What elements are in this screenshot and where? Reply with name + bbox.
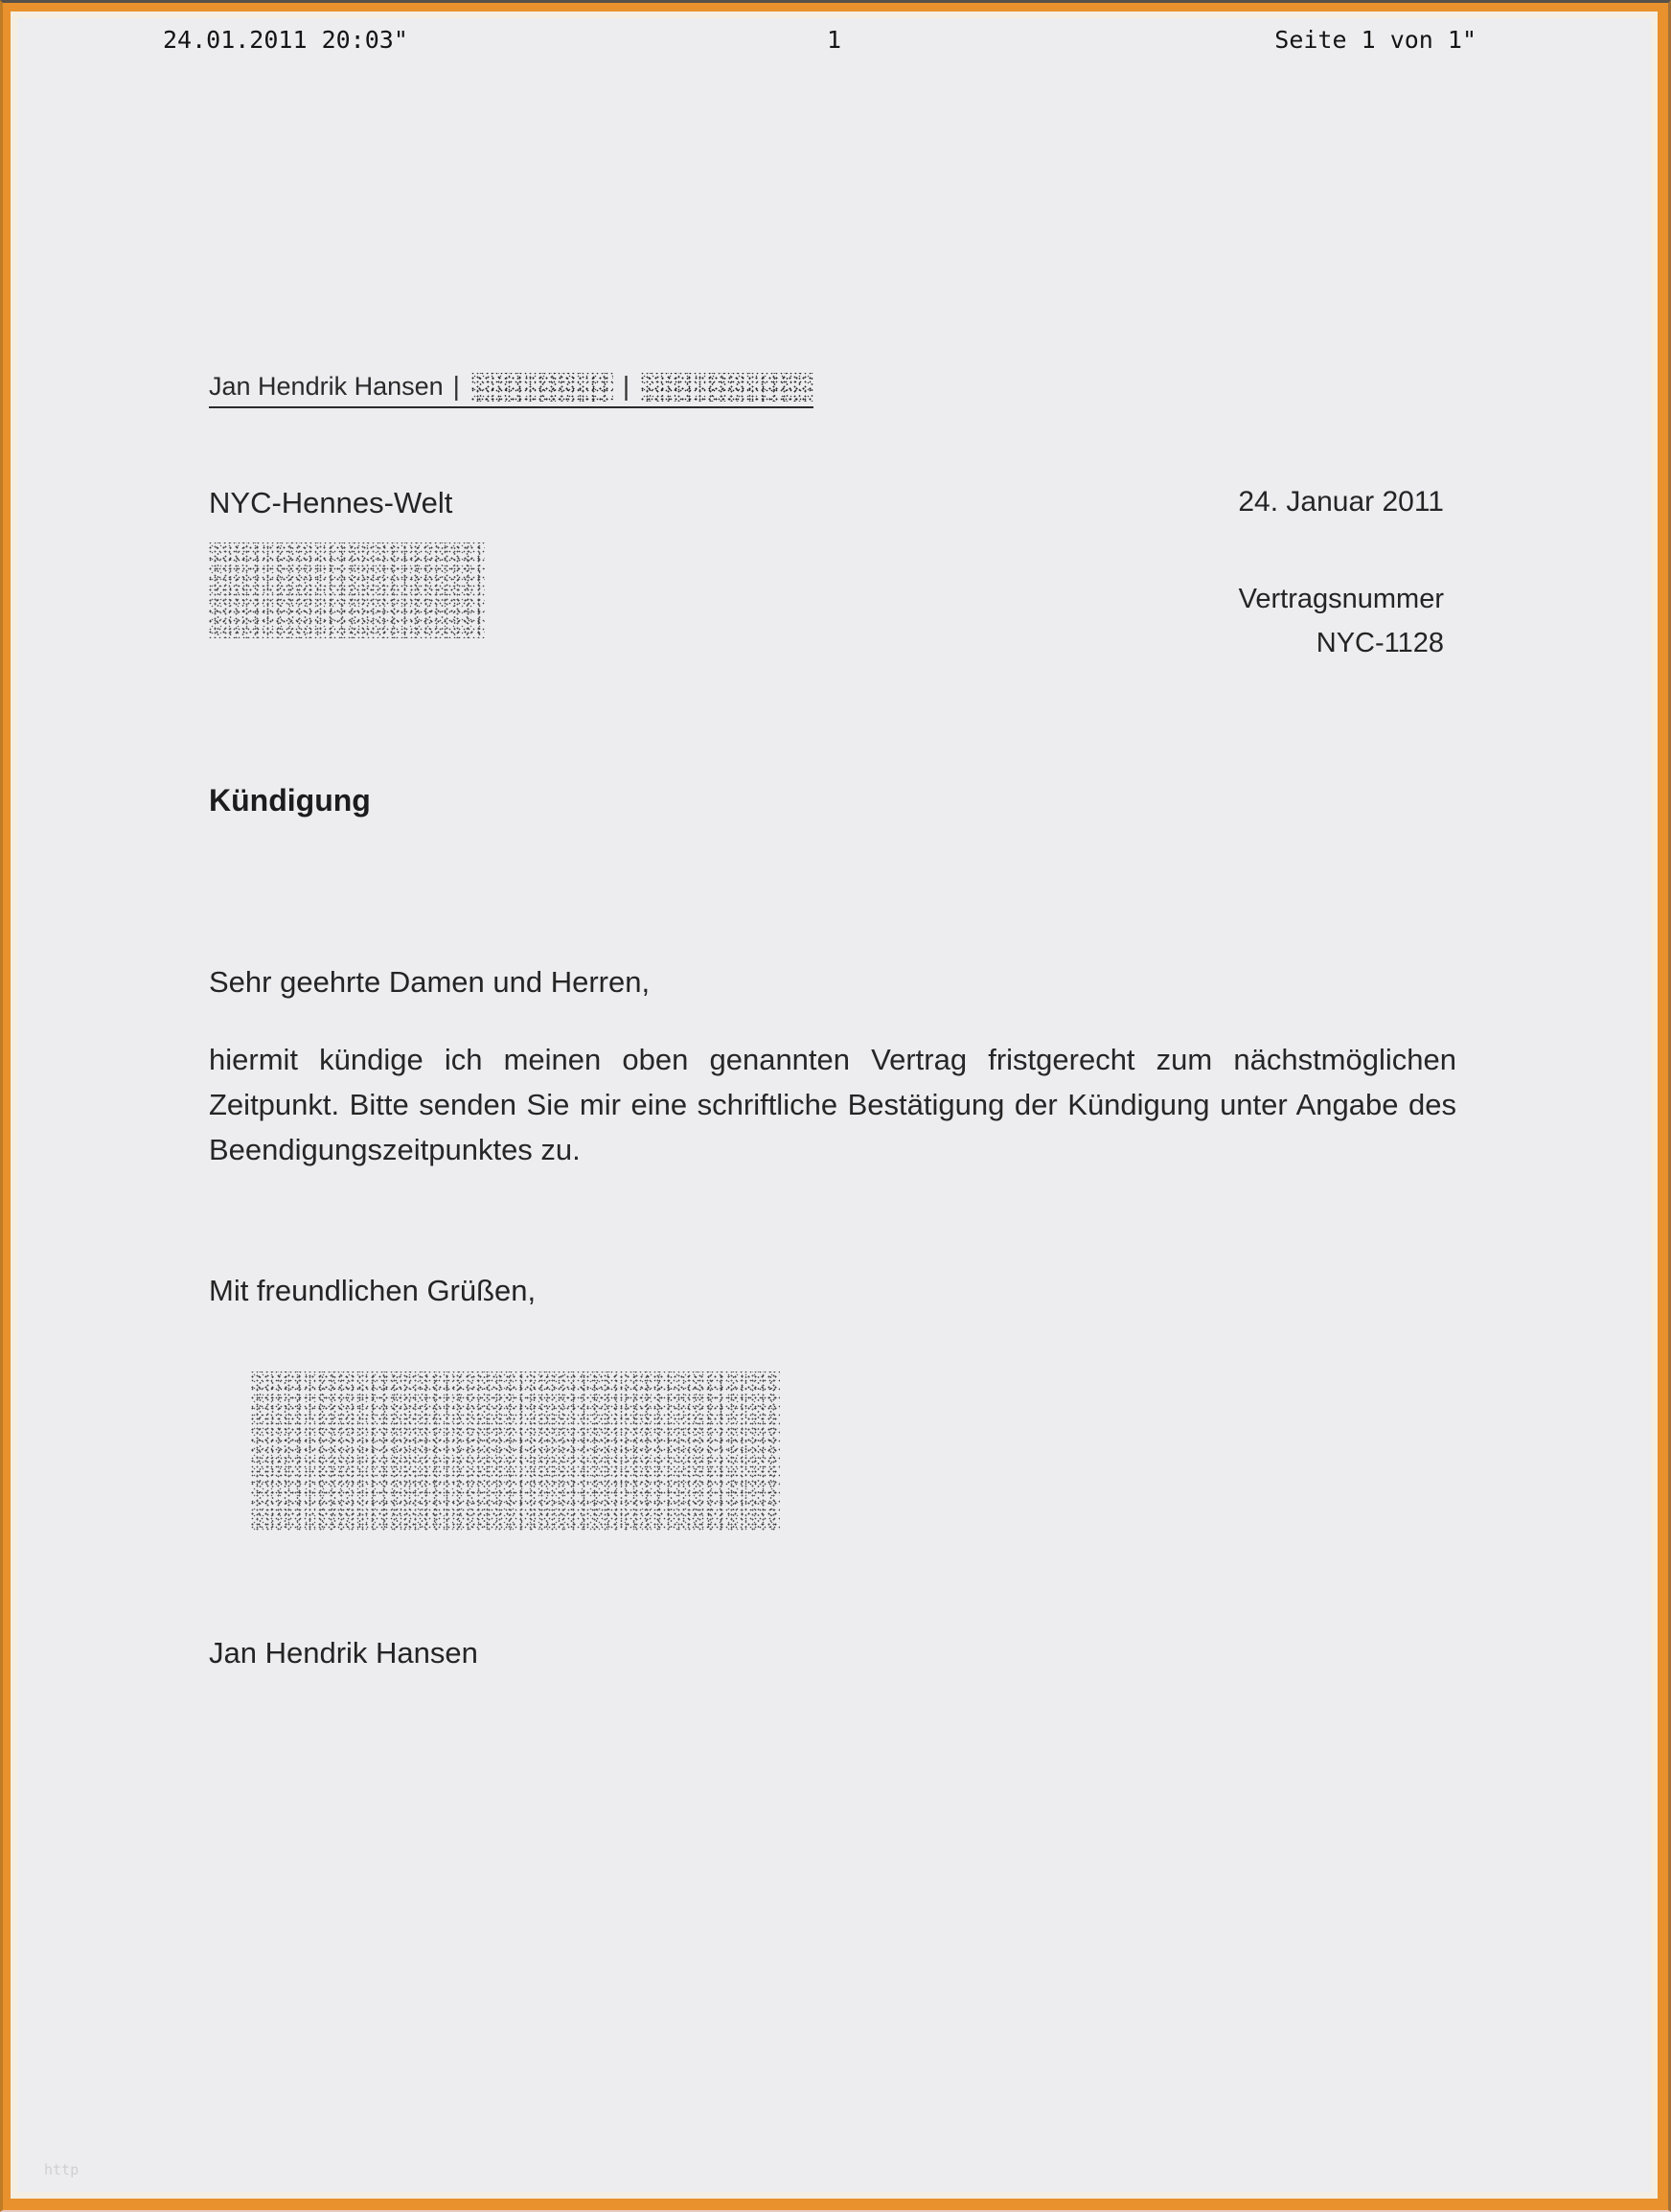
print-header-datetime: 24.01.2011 20:03" [163,26,408,54]
separator-pipe: | [622,371,630,401]
recipient-name: NYC-Hennes-Welt [209,486,453,519]
print-header-page-number: 1 [826,26,842,54]
contract-number-label: Vertragsnummer [1238,584,1444,614]
footer-faint-text: http [44,2161,80,2178]
redacted-signature [249,1371,780,1531]
letter-page [11,12,1658,2199]
closing-phrase: Mit freundlichen Grüßen, [209,1274,537,1307]
separator-pipe: | [452,371,460,401]
print-header-page-info: Seite 1 von 1" [1274,26,1476,54]
redacted-contact-info-1 [469,373,613,402]
subject-heading: Kündigung [209,783,371,818]
signer-name: Jan Hendrik Hansen [209,1636,478,1670]
sender-name: Jan Hendrik Hansen [209,372,444,401]
letter-date: 24. Januar 2011 [1238,486,1444,518]
redacted-contact-info-2 [639,373,813,402]
redacted-address-block [207,542,485,638]
sender-line [209,371,813,408]
salutation: Sehr geehrte Damen und Herren, [209,965,651,999]
body-paragraph: hiermit kündige ich meinen oben genannten Vertrag fristgerecht zum nächstmöglichen Zeitpunkt. Bitte senden Sie mir eine schriftliche Bestätigung der Kündigung unter Angabe des Beendigungszeitpunktes zu. [209,1043,1456,1166]
contract-number-value: NYC-1128 [1316,628,1444,658]
